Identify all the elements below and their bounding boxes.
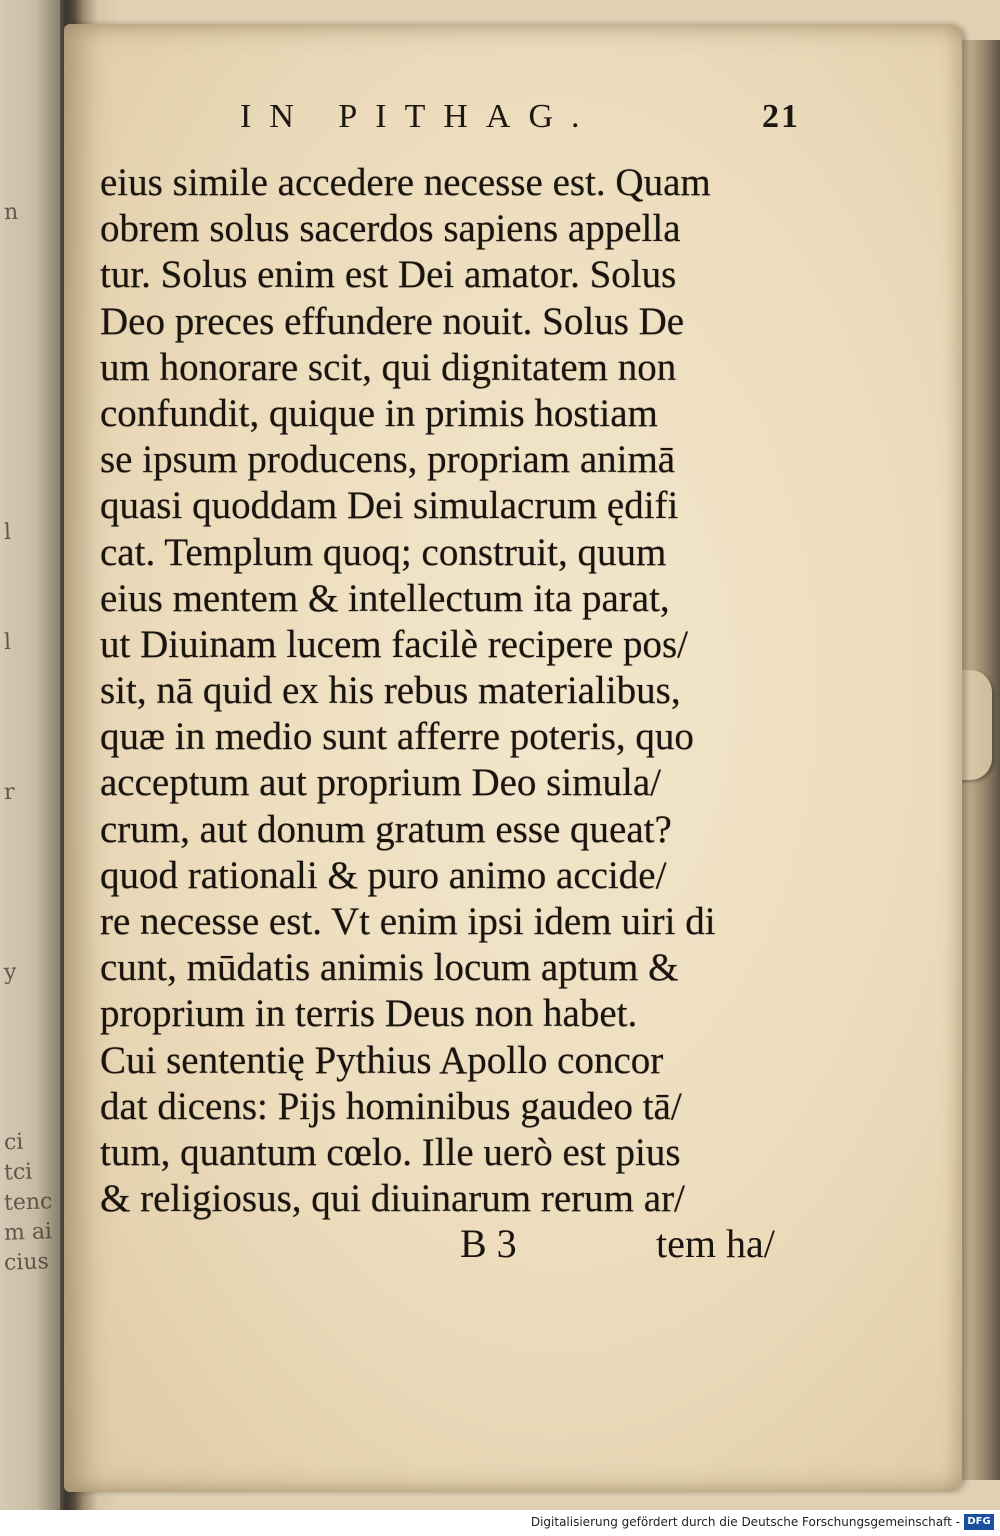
text-line: quasi quoddam Dei simulacrum ędifi — [100, 484, 679, 528]
text-line: cunt, mūdatis animis locum aptum & — [100, 946, 679, 990]
facing-page-fragment: r — [3, 779, 15, 806]
page-footer — [100, 1220, 800, 1270]
text-line: se ipsum producens, propriam animā — [100, 438, 676, 482]
catchword: tem ha/ — [656, 1221, 775, 1266]
text-line: Deo preces effundere nouit. Solus De — [100, 299, 685, 343]
facing-page-fragment: tci — [3, 1159, 33, 1186]
facing-page-fragment: l — [3, 629, 12, 656]
text-line: ut Diuinam lucem facilè recipere pos/ — [100, 622, 689, 666]
folio-number: 21 — [762, 98, 800, 135]
text-line: proprium in terris Deus non habet. — [100, 992, 638, 1036]
text-line: obrem solus sacerdos sapiens appella — [100, 207, 681, 251]
text-line: confundit, quique in primis hostiam — [100, 391, 658, 435]
text-line: Cui sententię Pythius Apollo concor — [100, 1038, 664, 1082]
facing-page-fragment: l — [3, 519, 12, 546]
text-line: dat dicens: Pijs hominibus gaudeo tā/ — [100, 1084, 682, 1128]
text-line: quod rationali & puro animo accide/ — [100, 853, 667, 897]
facing-page-fragment: m ai — [3, 1219, 53, 1246]
dfg-logo: DFG — [964, 1514, 994, 1530]
facing-page-fragment: cius — [3, 1249, 50, 1276]
running-head-title: IN PITHAG. — [240, 98, 598, 135]
facing-page-fragment: n — [3, 199, 19, 226]
text-line: eius simile accedere necesse est. Quam — [100, 161, 711, 204]
digitization-credit-bar — [0, 1510, 1000, 1536]
text-line: crum, aut donum gratum esse queat? — [100, 807, 672, 851]
credit-text: Digitalisierung gefördert durch die Deutsche Forschungsgemeinschaft - — [530, 1515, 960, 1529]
text-line: & religiosus, qui diuinarum rerum ar/ — [100, 1177, 685, 1221]
signature-mark: B 3 — [460, 1221, 517, 1266]
facing-page-fragment: tenc — [3, 1189, 53, 1216]
facing-page-fragment: ci — [3, 1129, 24, 1156]
text-line: um honorare scit, qui dignitatem non — [100, 345, 677, 389]
text-line: quæ in medio sunt afferre poteris, quo — [100, 715, 694, 759]
text-block — [100, 160, 790, 1222]
facing-page-edge — [0, 0, 60, 1510]
running-head — [240, 98, 800, 146]
text-line: cat. Templum quoq; construit, quum — [100, 530, 667, 574]
text-line: sit, nā quid ex his rebus materialibus, — [100, 669, 681, 713]
facing-page-fragment: y — [3, 959, 17, 986]
text-line: eius mentem & intellectum ita parat, — [100, 576, 670, 620]
text-line: tur. Solus enim est Dei amator. Solus — [100, 253, 677, 297]
text-line: acceptum aut proprium Deo simula/ — [100, 761, 662, 805]
text-line: re necesse est. Vt enim ipsi idem uiri di — [100, 900, 716, 943]
text-line: tum, quantum cœlo. Ille uerò est pius — [100, 1130, 681, 1174]
